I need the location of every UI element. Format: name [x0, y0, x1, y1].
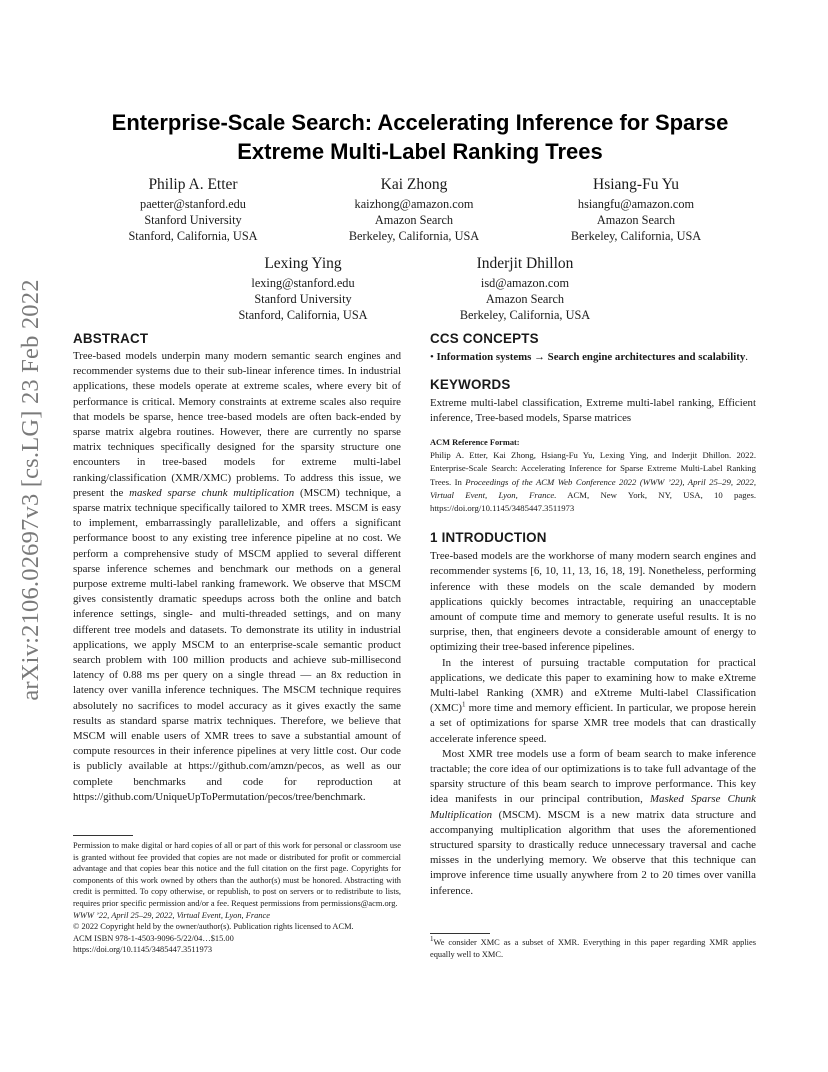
- author-location: Berkeley, California, USA: [459, 308, 591, 322]
- footnote-mark: 1: [430, 935, 434, 944]
- abstract-text-em: masked sparse chunk multiplication: [129, 486, 295, 499]
- footnote: [430, 937, 756, 960]
- author-affiliation: Amazon Search: [374, 213, 454, 227]
- ccs-text: [430, 350, 756, 365]
- intro-paragraph-1: Tree-based models are the workhorse of many modern search engines and recommender systems [6, 10, 11, 13, 16, 18, 19]. Nonetheless, performing inference with these models on the scale demanded by modern applications quickly becomes intractable, requiring an unacceptable amount of compute time and memory to generate useful results. It is no surprise, then, that engineers devote a considerable amount of energy to optimizing their tree-based inference pipelines.: [430, 550, 756, 654]
- abstract-text: [73, 349, 401, 805]
- keywords-heading: KEYWORDS: [430, 377, 511, 393]
- author-name: Hsiang-Fu Yu: [593, 176, 679, 193]
- permission-doi[interactable]: https://doi.org/10.1145/3485447.3511973: [73, 945, 213, 955]
- ccs-bullet: •: [430, 351, 437, 363]
- footnote-text: [430, 937, 756, 960]
- intro-heading: 1 INTRODUCTION: [430, 530, 547, 546]
- abstract-text-1: Tree-based models underpin many modern semantic search engines and recommender systems due to their sub-linear inference times. In industrial applications, these models operate at extreme scales, where every bit of performance is critical. Memory constraints at extreme scales also require that models be sparse, hence tree-based models are often back-ended by sparse matrix algebra routines. However, there are currently no sparse matrix techniques specifically designed for the sparsity structure one encounters in tree-based models for extreme multi-label ranking/classification (XMR/XMC) problems. To address this issue, we present the: [73, 350, 401, 499]
- intro-p3-text-1: Most XMR tree models use a form of beam search to make inference tractable; the core idea of our optimizations is to take full advantage of the sparsity structure of this beam search to improve performance. This key idea manifests in our principal contribution,: [430, 747, 756, 806]
- author-location: Stanford, California, USA: [128, 229, 258, 243]
- author-name: Inderjit Dhillon: [476, 255, 574, 272]
- title-line-1: Enterprise-Scale Search: Accelerating Inference for Sparse: [111, 110, 729, 135]
- footnote-rule: [430, 933, 490, 934]
- author-affiliation: Stanford University: [254, 292, 352, 306]
- acm-reference: [430, 437, 756, 516]
- footnote-body: We consider XMC as a subset of XMR. Everything in this paper regarding XMR applies equally well to XMC.: [430, 938, 756, 959]
- permission-copyright: © 2022 Copyright held by the owner/author(s). Publication rights licensed to ACM.: [73, 922, 354, 932]
- keywords-text: Extreme multi-label classification, Extreme multi-label ranking, Efficient inference, Tree-based models, Sparse matrices: [430, 397, 756, 425]
- intro-p3-em: Masked Sparse Chunk Multiplication: [430, 793, 756, 821]
- author-email[interactable]: hsiangfu@amazon.com: [577, 197, 695, 211]
- author-email[interactable]: isd@amazon.com: [480, 276, 570, 290]
- acm-ref-text-1: Philip A. Etter, Kai Zhong, Hsiang-Fu Yu, Lexing Ying, and Inderjit Dhillon. 2022. Enterprise-Scale Search: Accelerating Inference for Sparse Extreme Multi-Label Ranking Trees. In: [430, 450, 756, 487]
- author-block: [545, 175, 727, 244]
- abstract-text-2: (MSCM) technique, a sparse matrix technique specifically tailored to XMR trees. MSCM is easy to implement, embarrassingly parallelizable, and offers a significant performance boost to any existing tree inference pipeline at no cost. We perform a comprehensive study of MSCM applied to several different sparse inference schemes and benchmark our methods on a general purpose extreme multi-label ranking framework. We observe that MSCM gives consistently dramatic speedups across both the online and batch inference settings, single- and multi-threaded settings, and on many different tree models and datasets. To demonstrate its utility in industrial applications, we apply MSCM to an enterprise-scale semantic product search problem with 100 million products and achieve sub-millisecond latency of 0.88 ms per query on a single thread — an 8x reduction in latency over vanilla inference techniques. The MSCM technique requires absolutely no sacrifices to model accuracy as it gives exactly the same results as standard sparse matrix techniques. Therefore, we believe that MSCM will enable users of XMR trees to save a substantial amount of compute resources in their inference pipelines at very little cost. Our code is publicly available at https://github.com/amzn/pecos, as well as our complete benchmarks and code for reproduction at https://github.com/UniqueUpToPermutation/pecos/tree/benchmark.: [73, 486, 402, 803]
- acm-ref-text-2: ACM, New York, NY, USA, 10 pages. https://doi.org/10.1145/3485447.3511973: [430, 489, 756, 514]
- acm-ref-text-em: Proceedings of the ACM Web Conference 2022 (WWW ’22), April 25–29, 2022, Virtual Event, Lyon, France.: [430, 476, 756, 500]
- permission-venue: [73, 910, 401, 922]
- author-name: Philip A. Etter: [148, 176, 238, 193]
- author-name: Kai Zhong: [380, 176, 448, 193]
- author-block: [102, 175, 284, 244]
- abstract-section: [73, 330, 401, 805]
- arxiv-stamp: [14, 279, 48, 701]
- author-affiliation: Stanford University: [144, 213, 242, 227]
- title-line-2: Extreme Multi-Label Ranking Trees: [237, 139, 603, 164]
- author-email[interactable]: paetter@stanford.edu: [140, 197, 246, 211]
- acm-ref-text: [430, 449, 756, 515]
- author-email[interactable]: lexing@stanford.edu: [251, 276, 355, 290]
- abstract-heading: ABSTRACT: [73, 331, 149, 346]
- author-location: Berkeley, California, USA: [348, 229, 480, 243]
- ccs-heading: CCS CONCEPTS: [430, 331, 539, 346]
- intro-paragraph-2: [430, 656, 756, 747]
- intro-p2-text-2: more time and memory efficient. In particular, we propose herein a set of optimizations for sparse XMR tree models that can drastically accelerate inference speed.: [430, 702, 756, 745]
- arxiv-stamp-text: arXiv:2106.02697v3 [cs.LG] 23 Feb 2022: [17, 279, 44, 701]
- permission-isbn: ACM ISBN 978-1-4503-9096-5/22/04…$15.00: [73, 933, 234, 943]
- author-affiliation: Amazon Search: [485, 292, 565, 306]
- ccs-end: .: [745, 351, 748, 363]
- intro-p3-text-2: (MSCM). MSCM is a new matrix data structure and accompanying multiplication algorithm that uses the aforementioned structured sparsity to drastically reduce unnecessary traversal and cache misses in the underlying memory. We observe that this technique can improve inference time usually anywhere from 2 to 20 times over vanilla inference.: [430, 808, 756, 897]
- author-location: Stanford, California, USA: [238, 308, 368, 322]
- permission-rule: [73, 835, 133, 836]
- intro-paragraph-3: [430, 747, 756, 899]
- permission-block: [73, 840, 401, 956]
- intro-p2-text-1: In the interest of pursuing tractable computation for practical applications, we dedicate this paper to examining how to make eXtreme Multi-label Ranking (XMR) and eXtreme Multi-label Classification (XMC): [430, 656, 756, 715]
- author-name: Lexing Ying: [264, 255, 342, 272]
- permission-venue-text: WWW ’22, April 25–29, 2022, Virtual Event, Lyon, France: [73, 910, 270, 920]
- footnote-ref[interactable]: 1: [461, 700, 466, 709]
- paper-title: [60, 108, 780, 166]
- author-location: Berkeley, California, USA: [570, 229, 702, 243]
- author-email[interactable]: kaizhong@amazon.com: [354, 197, 474, 211]
- author-block: [434, 254, 616, 323]
- right-column: [430, 330, 756, 899]
- author-affiliation: Amazon Search: [596, 213, 676, 227]
- permission-text: Permission to make digital or hard copies of all or part of this work for personal or classroom use is granted without fee provided that copies are not made or distributed for profit or commercial advantage and that copies bear this notice and the full citation on the first page. Copyrights for components of this work owned by others than the author(s) must be honored. Abstracting with credit is permitted. To copy otherwise, or republish, to post on servers or to redistribute to lists, requires prior specific permission and/or a fee. Request permissions from permissions@acm.org.: [73, 841, 401, 908]
- ccs-concept: Information systems → Search engine architectures and scalability: [436, 351, 746, 363]
- acm-ref-heading: ACM Reference Format:: [430, 437, 520, 447]
- author-block: [212, 254, 394, 323]
- author-block: [323, 175, 505, 244]
